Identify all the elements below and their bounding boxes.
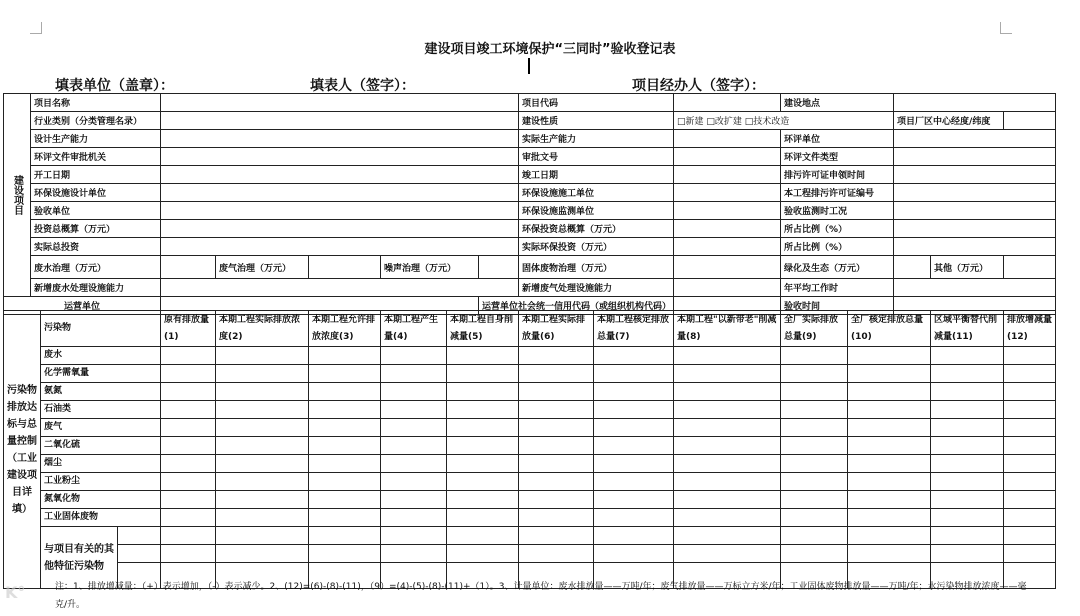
data-cell[interactable] bbox=[519, 401, 594, 419]
data-cell[interactable] bbox=[848, 473, 931, 491]
data-cell[interactable] bbox=[931, 437, 1004, 455]
table-row bbox=[4, 112, 1056, 130]
table-row bbox=[4, 401, 1056, 419]
field-label: 运营单位 bbox=[4, 297, 161, 315]
data-cell[interactable] bbox=[161, 527, 216, 545]
data-cell[interactable] bbox=[594, 527, 674, 545]
data-cell[interactable] bbox=[519, 509, 594, 527]
field-label: 其他（万元） bbox=[931, 256, 1004, 279]
data-cell[interactable] bbox=[931, 473, 1004, 491]
field-label: 所占比例（%） bbox=[781, 238, 894, 256]
data-cell[interactable] bbox=[381, 347, 447, 365]
table-header-row bbox=[4, 311, 1056, 347]
column-header: 本期工程产生量(4) bbox=[381, 311, 447, 347]
field-label: 验收单位 bbox=[31, 202, 161, 220]
page-corner-mark bbox=[30, 22, 42, 34]
data-cell[interactable] bbox=[519, 455, 594, 473]
data-cell[interactable] bbox=[594, 455, 674, 473]
data-cell[interactable] bbox=[447, 473, 519, 491]
project-info-table bbox=[3, 93, 1056, 315]
field-label: 项目厂区中心经度/纬度 bbox=[894, 112, 1004, 130]
field-label: 固体废物治理（万元） bbox=[519, 256, 674, 279]
data-cell[interactable] bbox=[1004, 347, 1056, 365]
data-cell[interactable] bbox=[161, 437, 216, 455]
data-cell[interactable] bbox=[309, 347, 381, 365]
data-cell[interactable] bbox=[931, 545, 1004, 563]
data-cell[interactable] bbox=[447, 347, 519, 365]
data-cell[interactable] bbox=[161, 509, 216, 527]
field-label: 所占比例（%） bbox=[781, 220, 894, 238]
data-cell[interactable] bbox=[931, 455, 1004, 473]
data-cell[interactable] bbox=[848, 509, 931, 527]
field-value[interactable] bbox=[161, 238, 519, 256]
pollutant-name-other: 与项目有关的其他特征污染物 bbox=[41, 527, 118, 589]
data-cell[interactable] bbox=[848, 365, 931, 383]
data-cell[interactable] bbox=[594, 437, 674, 455]
data-cell[interactable] bbox=[931, 383, 1004, 401]
data-cell[interactable] bbox=[594, 383, 674, 401]
data-cell[interactable] bbox=[381, 491, 447, 509]
data-cell[interactable] bbox=[931, 491, 1004, 509]
field-value[interactable] bbox=[674, 220, 781, 238]
data-cell[interactable] bbox=[381, 509, 447, 527]
field-label: 新增废水处理设施能力 bbox=[31, 279, 161, 297]
data-cell[interactable] bbox=[1004, 473, 1056, 491]
pollutant-name: 氮氧化物 bbox=[41, 491, 161, 509]
field-value[interactable] bbox=[161, 202, 519, 220]
data-cell[interactable] bbox=[161, 473, 216, 491]
table-row bbox=[4, 455, 1056, 473]
data-cell[interactable] bbox=[161, 419, 216, 437]
data-cell[interactable] bbox=[1004, 527, 1056, 545]
data-cell[interactable] bbox=[447, 401, 519, 419]
field-label: 项目代码 bbox=[519, 94, 674, 112]
table-row bbox=[4, 527, 1056, 545]
data-cell[interactable] bbox=[309, 401, 381, 419]
watermark-logo: K° bbox=[5, 583, 26, 602]
data-cell[interactable] bbox=[1004, 545, 1056, 563]
data-cell[interactable] bbox=[674, 347, 781, 365]
data-cell[interactable] bbox=[381, 383, 447, 401]
table-row bbox=[4, 94, 1056, 112]
field-label: 环保设施设计单位 bbox=[31, 184, 161, 202]
data-cell[interactable] bbox=[781, 473, 848, 491]
data-cell[interactable] bbox=[931, 401, 1004, 419]
field-value[interactable] bbox=[894, 130, 1056, 148]
field-value[interactable] bbox=[161, 279, 519, 297]
data-cell[interactable] bbox=[674, 491, 781, 509]
data-cell[interactable] bbox=[848, 491, 931, 509]
field-value[interactable] bbox=[161, 112, 519, 130]
table-row bbox=[4, 148, 1056, 166]
data-cell[interactable] bbox=[781, 383, 848, 401]
data-cell[interactable] bbox=[309, 527, 381, 545]
field-value[interactable] bbox=[161, 94, 519, 112]
field-value[interactable] bbox=[894, 94, 1056, 112]
data-cell[interactable] bbox=[309, 491, 381, 509]
data-cell[interactable] bbox=[931, 527, 1004, 545]
sig-filler: 填表人（签字）： bbox=[310, 78, 415, 94]
document-title: 建设项目竣工环境保护“三同时”验收登记表 bbox=[424, 42, 676, 57]
field-label: 废气治理（万元） bbox=[216, 256, 309, 279]
field-value[interactable] bbox=[894, 184, 1056, 202]
data-cell[interactable] bbox=[447, 365, 519, 383]
data-cell[interactable] bbox=[447, 383, 519, 401]
field-label: 行业类别（分类管理名录） bbox=[31, 112, 161, 130]
column-header: 全厂核定排放总量(10) bbox=[848, 311, 931, 347]
data-cell[interactable] bbox=[674, 401, 781, 419]
pollutant-name: 化学需氧量 bbox=[41, 365, 161, 383]
field-label: 设计生产能力 bbox=[31, 130, 161, 148]
column-header: 区域平衡替代削减量(11) bbox=[931, 311, 1004, 347]
data-cell[interactable] bbox=[161, 347, 216, 365]
data-cell[interactable] bbox=[674, 527, 781, 545]
data-cell[interactable] bbox=[674, 437, 781, 455]
field-value[interactable] bbox=[1004, 256, 1056, 279]
data-cell[interactable] bbox=[519, 365, 594, 383]
column-header: 全厂实际排放总量(9) bbox=[781, 311, 848, 347]
data-cell[interactable] bbox=[931, 509, 1004, 527]
field-label: 环评文件类型 bbox=[781, 148, 894, 166]
field-label: 环保设施施工单位 bbox=[519, 184, 674, 202]
data-cell[interactable] bbox=[118, 545, 161, 563]
pollutant-name: 氨氮 bbox=[41, 383, 161, 401]
field-label: 验收时间 bbox=[781, 297, 894, 315]
field-value[interactable] bbox=[894, 166, 1056, 184]
field-value[interactable] bbox=[309, 256, 381, 279]
table-row bbox=[4, 279, 1056, 297]
data-cell[interactable] bbox=[674, 365, 781, 383]
field-value[interactable] bbox=[674, 279, 781, 297]
pollutant-name: 工业固体废物 bbox=[41, 509, 161, 527]
data-cell[interactable] bbox=[781, 401, 848, 419]
data-cell[interactable] bbox=[781, 545, 848, 563]
field-value[interactable] bbox=[674, 94, 781, 112]
data-cell[interactable] bbox=[309, 365, 381, 383]
field-value[interactable] bbox=[894, 256, 931, 279]
data-cell[interactable] bbox=[161, 401, 216, 419]
table-row bbox=[4, 491, 1056, 509]
pollutant-name: 二氧化硫 bbox=[41, 437, 161, 455]
data-cell[interactable] bbox=[447, 545, 519, 563]
data-cell[interactable] bbox=[519, 437, 594, 455]
group-label-pollutants: 污染物排放达标与总量控制（工业建设项目详填） bbox=[4, 311, 41, 589]
field-value[interactable] bbox=[674, 184, 781, 202]
data-cell[interactable] bbox=[674, 509, 781, 527]
field-label: 环保设施监测单位 bbox=[519, 202, 674, 220]
field-value[interactable] bbox=[894, 238, 1056, 256]
text-cursor bbox=[528, 58, 530, 74]
data-cell[interactable] bbox=[931, 347, 1004, 365]
data-cell[interactable] bbox=[674, 419, 781, 437]
column-header: 本期工程"以新带老"削减量(8) bbox=[674, 311, 781, 347]
data-cell[interactable] bbox=[216, 419, 309, 437]
field-value[interactable] bbox=[161, 220, 519, 238]
data-cell[interactable] bbox=[118, 527, 161, 545]
data-cell[interactable] bbox=[594, 491, 674, 509]
field-value[interactable] bbox=[1004, 112, 1056, 130]
data-cell[interactable] bbox=[519, 473, 594, 491]
data-cell[interactable] bbox=[216, 473, 309, 491]
data-cell[interactable] bbox=[519, 347, 594, 365]
field-label: 验收监测时工况 bbox=[781, 202, 894, 220]
field-value[interactable] bbox=[161, 148, 519, 166]
table-row bbox=[4, 347, 1056, 365]
field-value[interactable] bbox=[894, 279, 1056, 297]
data-cell[interactable] bbox=[1004, 383, 1056, 401]
data-cell[interactable] bbox=[1004, 437, 1056, 455]
pollutant-name: 废气 bbox=[41, 419, 161, 437]
data-cell[interactable] bbox=[216, 491, 309, 509]
field-label: 环评文件审批机关 bbox=[31, 148, 161, 166]
sig-unit: 填表单位（盖章）： bbox=[55, 78, 174, 94]
data-cell[interactable] bbox=[519, 527, 594, 545]
data-cell[interactable] bbox=[781, 419, 848, 437]
table-row bbox=[4, 256, 1056, 279]
field-label: 竣工日期 bbox=[519, 166, 674, 184]
data-cell[interactable] bbox=[381, 401, 447, 419]
pollutant-table bbox=[3, 310, 1056, 589]
data-cell[interactable] bbox=[594, 365, 674, 383]
data-cell[interactable] bbox=[594, 419, 674, 437]
field-label: 本工程排污许可证编号 bbox=[781, 184, 894, 202]
table-row bbox=[4, 220, 1056, 238]
data-cell[interactable] bbox=[519, 491, 594, 509]
data-cell[interactable] bbox=[216, 401, 309, 419]
field-label: 运营单位社会统一信用代码（或组织机构代码） bbox=[479, 297, 674, 315]
table-row bbox=[4, 130, 1056, 148]
data-cell[interactable] bbox=[161, 383, 216, 401]
data-cell[interactable] bbox=[381, 437, 447, 455]
field-value[interactable] bbox=[161, 184, 519, 202]
table-row bbox=[4, 238, 1056, 256]
field-value[interactable] bbox=[161, 256, 216, 279]
data-cell[interactable] bbox=[381, 473, 447, 491]
data-cell[interactable] bbox=[381, 365, 447, 383]
data-cell[interactable] bbox=[594, 473, 674, 491]
field-label: 绿化及生态（万元） bbox=[781, 256, 894, 279]
field-label: 投资总概算（万元） bbox=[31, 220, 161, 238]
data-cell[interactable] bbox=[848, 383, 931, 401]
table-row bbox=[4, 184, 1056, 202]
field-value[interactable] bbox=[894, 202, 1056, 220]
column-header: 本期工程核定排放总量(7) bbox=[594, 311, 674, 347]
data-cell[interactable] bbox=[519, 419, 594, 437]
table-row bbox=[4, 473, 1056, 491]
field-label: 噪声治理（万元） bbox=[381, 256, 479, 279]
data-cell[interactable] bbox=[931, 419, 1004, 437]
column-header: 本期工程实际排放浓度(2) bbox=[216, 311, 309, 347]
data-cell[interactable] bbox=[216, 545, 309, 563]
field-label: 开工日期 bbox=[31, 166, 161, 184]
data-cell[interactable] bbox=[1004, 509, 1056, 527]
data-cell[interactable] bbox=[848, 347, 931, 365]
data-cell[interactable] bbox=[674, 455, 781, 473]
data-cell[interactable] bbox=[1004, 491, 1056, 509]
data-cell[interactable] bbox=[594, 347, 674, 365]
data-cell[interactable] bbox=[781, 491, 848, 509]
data-cell[interactable] bbox=[309, 509, 381, 527]
data-cell[interactable] bbox=[674, 473, 781, 491]
data-cell[interactable] bbox=[1004, 455, 1056, 473]
field-label: 实际生产能力 bbox=[519, 130, 674, 148]
page-corner-mark bbox=[1000, 22, 1012, 34]
data-cell[interactable] bbox=[216, 347, 309, 365]
data-cell[interactable] bbox=[216, 365, 309, 383]
data-cell[interactable] bbox=[674, 383, 781, 401]
construction-nature-checkboxes[interactable]: □新建 □改扩建 □技术改造 bbox=[674, 112, 894, 130]
data-cell[interactable] bbox=[1004, 419, 1056, 437]
sig-handler: 项目经办人（签字）： bbox=[632, 78, 765, 94]
column-header: 本期工程允许排放浓度(3) bbox=[309, 311, 381, 347]
table-row bbox=[4, 437, 1056, 455]
footnote: 注：1、排放增减量：（+）表示增加，（-）表示减少。2、(12)=(6)-(8)-(11)，（9）=(4)-(5)-(8)-(11)+（1）。3、计量单位：废水排放量——万吨/年；废气排放量——万标立方米/年；工业固体废物排放量——万吨/年；水污染物排放浓度——毫克/升。 bbox=[55, 582, 1027, 610]
column-header: 污染物 bbox=[41, 311, 161, 347]
data-cell[interactable] bbox=[848, 401, 931, 419]
field-value[interactable] bbox=[674, 148, 781, 166]
data-cell[interactable] bbox=[519, 383, 594, 401]
column-header: 原有排放量(1) bbox=[161, 311, 216, 347]
field-value[interactable] bbox=[674, 202, 781, 220]
data-cell[interactable] bbox=[848, 419, 931, 437]
data-cell[interactable] bbox=[781, 347, 848, 365]
table-row bbox=[4, 202, 1056, 220]
data-cell[interactable] bbox=[781, 365, 848, 383]
data-cell[interactable] bbox=[161, 545, 216, 563]
group-label-project: 建设项目 bbox=[4, 94, 31, 297]
field-value[interactable] bbox=[674, 256, 781, 279]
field-value[interactable] bbox=[894, 220, 1056, 238]
field-value[interactable] bbox=[894, 148, 1056, 166]
data-cell[interactable] bbox=[848, 455, 931, 473]
field-label: 年平均工作时 bbox=[781, 279, 894, 297]
table-row bbox=[4, 166, 1056, 184]
data-cell[interactable] bbox=[1004, 365, 1056, 383]
data-cell[interactable] bbox=[594, 545, 674, 563]
data-cell[interactable] bbox=[447, 509, 519, 527]
data-cell[interactable] bbox=[216, 437, 309, 455]
field-label: 环保投资总概算（万元） bbox=[519, 220, 674, 238]
field-label: 建设性质 bbox=[519, 112, 674, 130]
table-row bbox=[4, 419, 1056, 437]
data-cell[interactable] bbox=[161, 491, 216, 509]
data-cell[interactable] bbox=[594, 509, 674, 527]
data-cell[interactable] bbox=[309, 473, 381, 491]
field-label: 排污许可证申领时间 bbox=[781, 166, 894, 184]
data-cell[interactable] bbox=[848, 437, 931, 455]
field-value[interactable] bbox=[674, 166, 781, 184]
data-cell[interactable] bbox=[309, 455, 381, 473]
field-label: 实际总投资 bbox=[31, 238, 161, 256]
table-row bbox=[4, 509, 1056, 527]
data-cell[interactable] bbox=[519, 545, 594, 563]
pollutant-name: 石油类 bbox=[41, 401, 161, 419]
field-value[interactable] bbox=[161, 166, 519, 184]
data-cell[interactable] bbox=[161, 365, 216, 383]
data-cell[interactable] bbox=[447, 437, 519, 455]
table-row bbox=[4, 383, 1056, 401]
column-header: 本期工程实际排放量(6) bbox=[519, 311, 594, 347]
field-label: 项目名称 bbox=[31, 94, 161, 112]
data-cell[interactable] bbox=[381, 455, 447, 473]
field-value[interactable] bbox=[161, 130, 519, 148]
data-cell[interactable] bbox=[381, 419, 447, 437]
field-label: 审批文号 bbox=[519, 148, 674, 166]
data-cell[interactable] bbox=[781, 509, 848, 527]
field-label: 废水治理（万元） bbox=[31, 256, 161, 279]
field-label: 新增废气处理设施能力 bbox=[519, 279, 674, 297]
data-cell[interactable] bbox=[1004, 401, 1056, 419]
data-cell[interactable] bbox=[216, 509, 309, 527]
data-cell[interactable] bbox=[848, 545, 931, 563]
data-cell[interactable] bbox=[781, 527, 848, 545]
data-cell[interactable] bbox=[781, 437, 848, 455]
data-cell[interactable] bbox=[931, 365, 1004, 383]
pollutant-name: 废水 bbox=[41, 347, 161, 365]
field-label: 实际环保投资（万元） bbox=[519, 238, 674, 256]
data-cell[interactable] bbox=[594, 401, 674, 419]
field-label: 建设地点 bbox=[781, 94, 894, 112]
table-row bbox=[4, 545, 1056, 563]
data-cell[interactable] bbox=[216, 527, 309, 545]
field-value[interactable] bbox=[479, 256, 519, 279]
data-cell[interactable] bbox=[216, 455, 309, 473]
column-header: 排放增减量(12) bbox=[1004, 311, 1056, 347]
column-header: 本期工程自身削减量(5) bbox=[447, 311, 519, 347]
data-cell[interactable] bbox=[381, 527, 447, 545]
data-cell[interactable] bbox=[781, 455, 848, 473]
data-cell[interactable] bbox=[161, 455, 216, 473]
data-cell[interactable] bbox=[674, 545, 781, 563]
table-row bbox=[4, 365, 1056, 383]
data-cell[interactable] bbox=[309, 419, 381, 437]
data-cell[interactable] bbox=[447, 455, 519, 473]
data-cell[interactable] bbox=[848, 527, 931, 545]
field-value[interactable] bbox=[674, 238, 781, 256]
field-value[interactable] bbox=[674, 130, 781, 148]
data-cell[interactable] bbox=[447, 419, 519, 437]
data-cell[interactable] bbox=[309, 383, 381, 401]
data-cell[interactable] bbox=[216, 383, 309, 401]
data-cell[interactable] bbox=[309, 545, 381, 563]
field-label: 环评单位 bbox=[781, 130, 894, 148]
data-cell[interactable] bbox=[309, 437, 381, 455]
data-cell[interactable] bbox=[381, 545, 447, 563]
pollutant-name: 工业粉尘 bbox=[41, 473, 161, 491]
data-cell[interactable] bbox=[447, 527, 519, 545]
data-cell[interactable] bbox=[447, 491, 519, 509]
pollutant-name: 烟尘 bbox=[41, 455, 161, 473]
